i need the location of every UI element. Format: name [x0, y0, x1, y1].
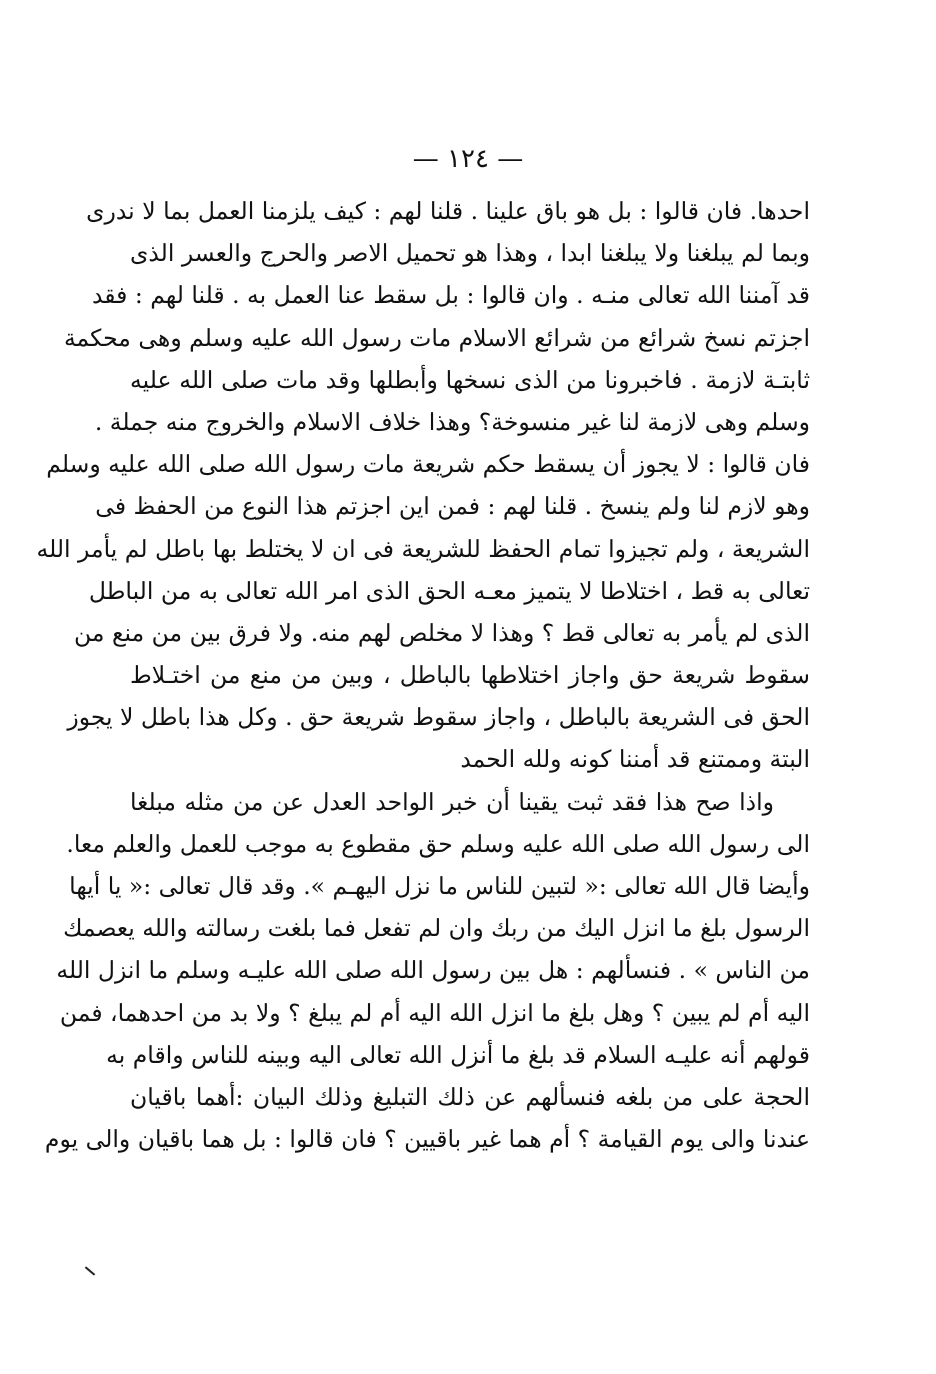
text-line: الى رسول الله صلى الله عليه وسلم حق مقطوع به موجب للعمل والعلم معا.	[66, 829, 810, 858]
text-line: وسلم وهى لازمة لنا غير منسوخة؟ وهذا خلاف الاسلام والخروج منه جملة .	[94, 407, 810, 436]
text-line: وهو لازم لنا ولم ينسخ . قلنا لهم : فمن اين اجزتم هذا النوع من الحفظ فى	[95, 492, 810, 521]
text-line: فان قالوا : لا يجوز أن يسقط حكم شريعة مات رسول الله صلى الله عليه وسلم	[46, 450, 810, 479]
text-line: من الناس » . فنسألهم : هل بين رسول الله صلى الله عليـه وسلم ما انزل الله	[56, 956, 810, 985]
text-line: الحق فى الشريعة بالباطل ، واجاز سقوط شريعة حق . وكل هذا باطل لا يجوز	[67, 703, 810, 732]
text-line: اليه أم لم يبين ؟ وهل بلغ ما انزل الله اليه أم لم يبلغ ؟ ولا بد من احدهما، فمن	[59, 998, 810, 1027]
text-line: عندنا والى يوم القيامة ؟ أم هما غير باقيين ؟ فان قالوا : بل هما باقيان والى يوم	[44, 1125, 810, 1154]
stray-mark	[85, 1266, 95, 1275]
text-line: قد آمننا الله تعالى منـه . وان قالوا : بل سقط عنا العمل به . قلنا لهم : فقد	[91, 281, 810, 310]
text-line: الحجة على من بلغه فنسألهم عن ذلك التبليغ وذلك البيان :أهما باقيان	[130, 1082, 810, 1111]
text-line: قولهم أنه عليـه السلام قد بلغ ما أنزل الله تعالى اليه وبينه للناس واقام به	[106, 1040, 810, 1069]
text-line: الرسول بلغ ما انزل اليك من ربك وان لم تفعل فما بلغت رسالته والله يعصمك	[63, 914, 810, 943]
text-line: تعالى به قط ، اختلاطا لا يتميز معـه الحق الذى امر الله تعالى به من الباطل	[88, 576, 810, 605]
text-line: البتة وممتنع قد أمننا كونه ولله الحمد	[460, 745, 810, 774]
text-line: واذا صح هذا فقد ثبت يقينا أن خبر الواحد العدل عن من مثله مبلغا	[130, 787, 774, 816]
text-line: الذى لم يأمر به تعالى قط ؟ وهذا لا مخلص لهم منه. ولا فرق بين من منع من	[74, 618, 810, 647]
text-line: وبما لم يبلغنا ولا يبلغنا ابدا ، وهذا هو تحميل الاصر والحرج والعسر الذى	[129, 239, 810, 268]
text-line: اجزتم نسخ شرائع من شرائع الاسلام مات رسول الله عليه وسلم وهى محكمة	[63, 323, 810, 352]
text-line: ثابتـة لازمة . فاخبرونا من الذى نسخها وأبطلها وقد مات صلى الله عليه	[130, 365, 810, 394]
page-text	[36, 190, 810, 1160]
text-line: وأيضا قال الله تعالى :« لتبين للناس ما نزل اليهـم ». وقد قال تعالى :« يا أيها	[69, 872, 810, 900]
text-line: سقوط شريعة حق واجاز اختلاطها بالباطل ، وبين من منع من اختـلاط	[130, 661, 810, 690]
page-number: — ١٢٤ —	[412, 144, 524, 174]
text-line: احدها. فان قالوا : بل هو باق علينا . قلنا لهم : كيف يلزمنا العمل بما لا ندرى	[86, 197, 810, 225]
text-line: الشريعة ، ولم تجيزوا تمام الحفظ للشريعة فى ان لا يختلط بها باطل لم يأمر الله	[36, 534, 810, 563]
